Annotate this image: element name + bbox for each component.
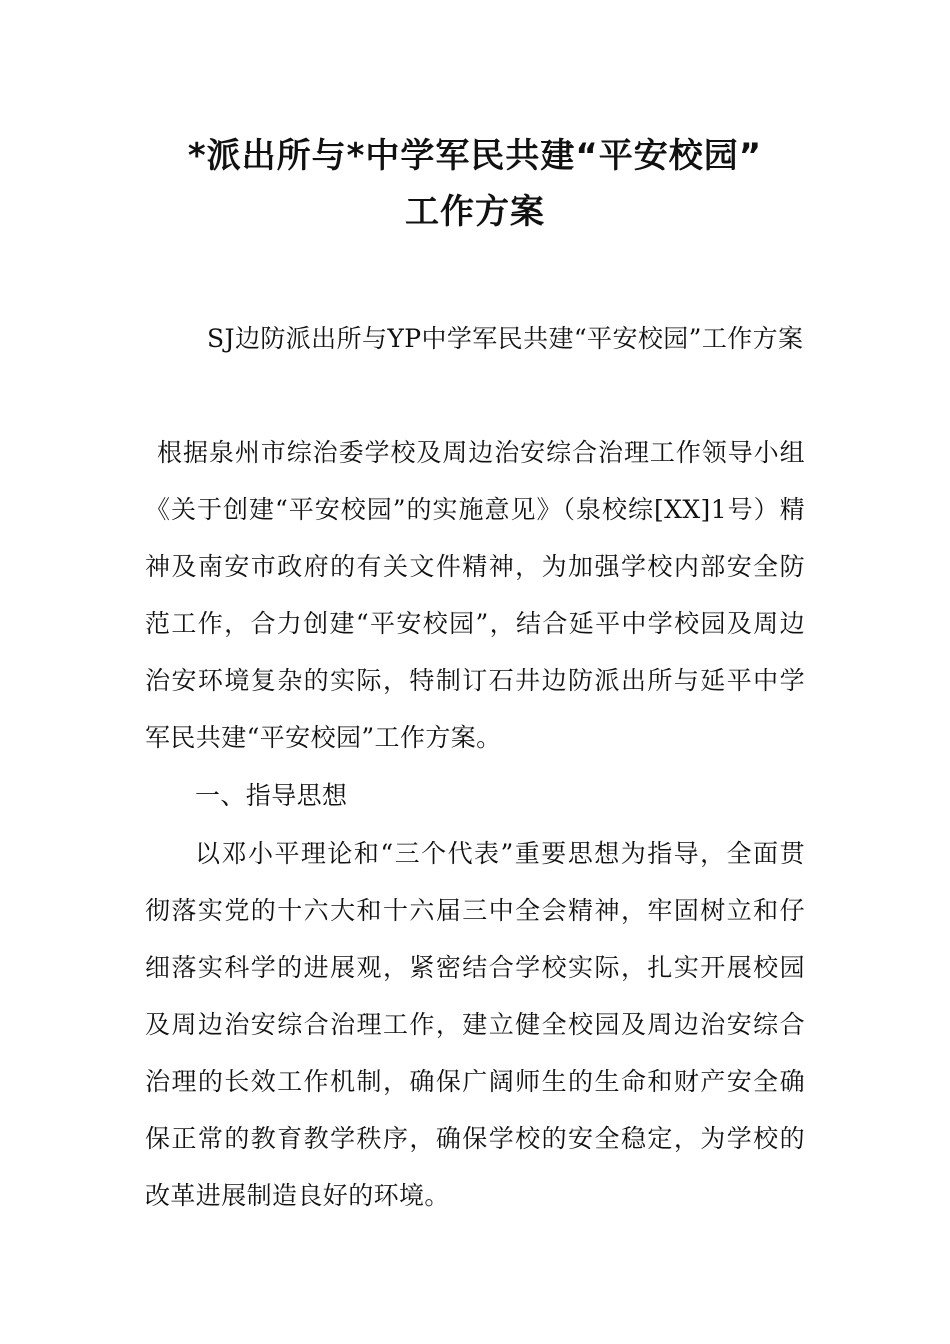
paragraph-basis: 根据泉州市综治委学校及周边治安综合治理工作领导小组《关于创建“平安校园”的实施意见》（泉校综[XX]1号）精神及南安市政府的有关文件精神，为加强学校内部安全防范工作，合力创建“平安校园”，结合延平中学校园及周边治安环境复杂的实际，特制订石井边防派出所与延平中学军民共建“平安校园”工作方案。 xyxy=(145,438,805,752)
document-title-line-1: *派出所与*中学军民共建“平安校园” xyxy=(187,136,763,176)
section-heading-guiding-ideology: 一、指导思想 xyxy=(195,781,348,810)
document-title-line-2: 工作方案 xyxy=(405,192,545,232)
paragraph-guiding-ideology: 以邓小平理论和“三个代表”重要思想为指导，全面贯彻落实党的十六大和十六届三中全会精神，牢固树立和仔细落实科学的进展观，紧密结合学校实际，扎实开展校园及周边治安综合治理工作，建立健全校园及周边治安综合治理的长效工作机制，确保广阔师生的生命和财产安全确保正常的教育教学秩序，确保学校的安全稳定，为学校的改革进展制造良好的环境。 xyxy=(145,839,805,1210)
paragraph-subtitle: SJ边防派出所与YP中学军民共建“平安校园”工作方案 xyxy=(207,324,804,353)
